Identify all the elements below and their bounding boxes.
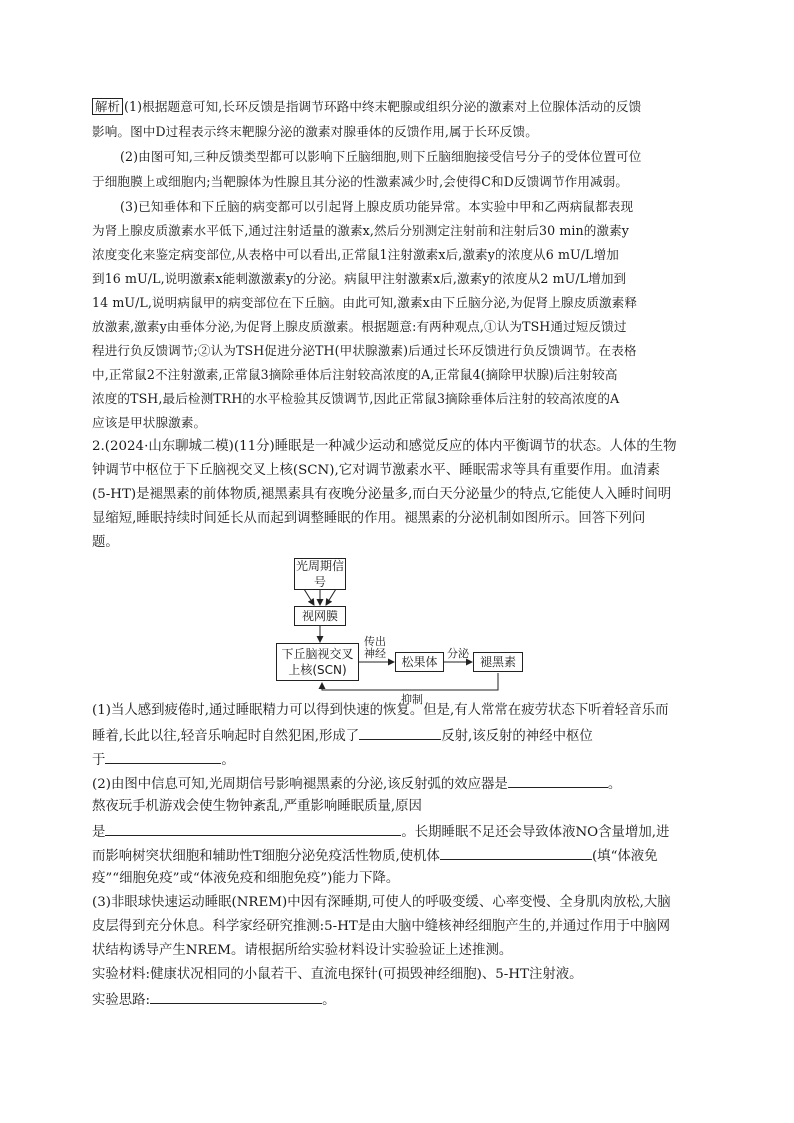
q2-blank-immunity[interactable]: [440, 846, 592, 860]
solution-line-9: 14 mU/L,说明病鼠甲的病变部位在下丘脑。由此可知,激素x由下丘脑分泌,为促肾上腺皮质激素释: [92, 295, 638, 310]
solution-line-10: 放激素,激素y由垂体分泌,为促肾上腺皮质激素。根据题意:有两种观点,①认为TSH通过短反馈过: [92, 319, 627, 334]
q1-line-2: 睡着,长此以往,轻音乐响起时自然犯困,形成了 反射,该反射的神经中枢位: [92, 726, 593, 746]
solution-line-7: 浓度变化来鉴定病变部位,从表格中可以看出,正常鼠1注射激素x后,激素y的浓度从6 mU/L增加: [92, 247, 619, 262]
q3-line-5: 实验思路: 。: [92, 990, 335, 1010]
melatonin-box: 褪黑素: [473, 652, 523, 672]
solution-line-8: 到16 mU/L,说明激素x能刺激激素y的分泌。病鼠甲注射激素x后,激素y的浓度从2 mU/L增加到: [92, 271, 627, 286]
q2-blank-effector[interactable]: [508, 774, 608, 788]
solution-line-13: 浓度的TSH,最后检测TRH的水平检验其反馈调节,因此正常鼠3摘除垂体后注射的较高浓度的A: [92, 391, 620, 406]
q3-line-3: 状结构诱导产生NREM。请根据所给实验材料设计实验验证上述推测。: [92, 943, 513, 958]
light-signal-box: 光周期信号: [295, 559, 344, 589]
q1-line-3: 于 。: [92, 750, 235, 770]
solution-line-1: 解析 (1)根据题意可知,长环反馈是指调节环路中终末靶腺或组织分泌的激素对上位腺体活动的反馈: [92, 98, 641, 116]
question-intro-3: (5-HT)是褪黑素的前体物质,褪黑素具有夜晚分泌量多,而白天分泌量少的特点,它能使人入睡时间明: [92, 487, 672, 502]
q2-line-2: 熬夜玩手机游戏会使生物钟紊乱,严重影响睡眠质量,原因: [92, 799, 422, 814]
q3-line-1: (3)非眼球快速运动睡眠(NREM)中因有深睡期,可使人的呼吸变缓、心率变慢、全身肌肉放松,大脑: [92, 895, 671, 910]
q1-blank-reflex-type[interactable]: [359, 726, 441, 740]
solution-line-5: (3)已知垂体和下丘脑的病变都可以引起肾上腺皮质功能异常。本实验中甲和乙两病鼠都表现: [120, 199, 634, 214]
arrow-signal-retina-right: [326, 589, 336, 605]
solution-line-12: 中,正常鼠2不注射激素,正常鼠3摘除垂体后注射较高浓度的A,正常鼠4(摘除甲状腺)后注射较高: [92, 367, 618, 382]
q2-line-4: 而影响树突状细胞和辅助性T细胞分泌免疫活性物质,使机体 (填“体液免: [92, 846, 658, 866]
q2-blank-reason[interactable]: [105, 822, 401, 836]
q2-line-1: (2)由图中信息可知,光周期信号影响褪黑素的分泌,该反射弧的效应器是 。: [92, 774, 621, 794]
solution-line-2: 影响。图中D过程表示终末靶腺分泌的激素对腺垂体的反馈作用,属于长环反馈。: [92, 124, 538, 139]
scn-box: 下丘脑视交叉上核(SCN): [276, 643, 359, 681]
question-intro-4: 显缩短,睡眠持续时间延长从而起到调整睡眠的作用。褪黑素的分泌机制如图所示。回答下列问: [92, 511, 646, 526]
pineal-box: 松果体: [395, 652, 444, 672]
solution-line-6: 为肾上腺皮质激素水平低下,通过注射适量的激素x,然后分别测定注射前和注射后30 min的激素y: [92, 223, 630, 238]
q2-line-3: 是 。长期睡眠不足还会导致体液NO含量增加,进: [92, 822, 669, 842]
solution-tag: 解析: [92, 98, 123, 115]
efferent-nerve-label: 传出神经: [364, 635, 386, 660]
question-intro-1: 2.(2024·山东聊城二模)(11分)睡眠是一种减少运动和感觉反应的体内平衡调节的状态。人体的生物: [92, 439, 677, 454]
solution-line-14: 应该是甲状腺激素。: [92, 415, 207, 430]
q2-line-5: 疫”“细胞免疫”或“体液免疫和细胞免疫”)能力下降。: [92, 871, 400, 886]
question-intro-5: 题。: [92, 535, 119, 550]
retina-box: 视网膜: [294, 606, 346, 626]
solution-line-4: 于细胞膜上或细胞内;当靶腺体为性腺且其分泌的性激素减少时,会使得C和D反馈调节作用减弱。: [92, 174, 629, 189]
arrow-signal-retina-left: [304, 589, 314, 605]
secrete-label: 分泌: [447, 647, 469, 660]
solution-line-11: 程进行负反馈调节;②认为TSH促进分泌TH(甲状腺激素)后通过长环反馈进行负反馈调节。在表格: [92, 343, 637, 358]
q3-line-2: 皮层得到充分休息。科学家经研究推测:5-HT是由大脑中缝核神经细胞产生的,并通过作用于中脑网: [92, 919, 671, 934]
q3-line-4: 实验材料:健康状况相同的小鼠若干、直流电探针(可损毁神经细胞)、5-HT注射液。: [92, 967, 583, 982]
q1-blank-center[interactable]: [105, 750, 221, 764]
q1-line-1: (1)当人感到疲倦时,通过睡眠精力可以得到快速的恢复。但是,有人常常在疲劳状态下听着轻音乐而: [92, 703, 669, 718]
solution-line-3: (2)由图可知,三种反馈类型都可以影响下丘脑细胞,则下丘脑细胞接受信号分子的受体位置可位: [120, 149, 642, 164]
inhibit-label: 抑制: [401, 693, 423, 706]
q3-blank-experiment[interactable]: [150, 990, 322, 1004]
question-intro-2: 钟调节中枢位于下丘脑视交叉上核(SCN),它对调节激素水平、睡眠需求等具有重要作用。血清素: [92, 463, 661, 478]
